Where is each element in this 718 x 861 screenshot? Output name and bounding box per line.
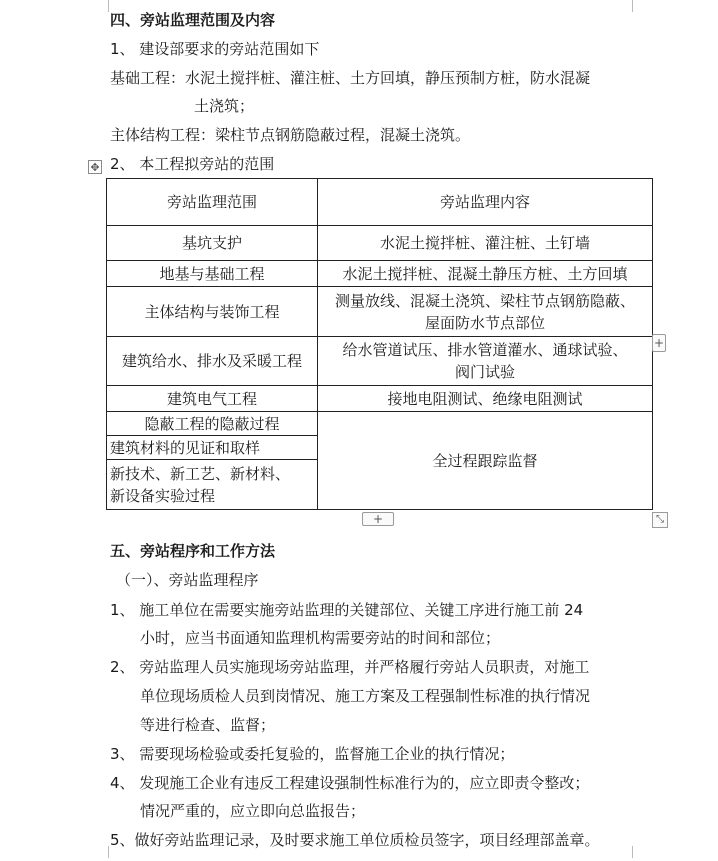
table-row xyxy=(107,287,653,337)
cell-text-line: 测量放线、混凝土浇筑、梁柱节点钢筋隐蔽、 xyxy=(334,291,635,310)
table-row xyxy=(107,386,653,412)
table-cell[interactable] xyxy=(318,287,653,337)
page-corner-mark xyxy=(96,0,109,12)
cell-text-line: 给水管道试压、排水管道灌水、通球试验、 xyxy=(342,341,628,359)
table-cell[interactable] xyxy=(318,337,653,386)
table-cell[interactable]: 主体结构与装饰工程 xyxy=(107,287,318,337)
cell-text-line: 新设备实验过程 xyxy=(110,486,216,505)
table-cell[interactable]: 水泥土搅拌桩、混凝土静压方桩、土方回填 xyxy=(318,261,653,287)
table-cell[interactable]: 隐蔽工程的隐蔽过程 xyxy=(107,412,318,436)
list-item: 小时，应当书面通知监理机构需要旁站的时间和部位； xyxy=(140,629,501,647)
list-item: 等进行检查、监督； xyxy=(140,716,276,734)
table-resize-icon[interactable]: ⤡ xyxy=(652,512,668,528)
subheading: （一）、旁站监理程序 xyxy=(116,571,259,589)
page-corner-mark xyxy=(632,0,645,12)
scope-table xyxy=(106,178,653,510)
list-item: 1、 建设部要求的旁站范围如下 xyxy=(110,40,320,58)
list-item: 2、 旁站监理人员实施现场旁站监理，并严格履行旁站人员职责，对施工 xyxy=(110,658,590,676)
table-row xyxy=(107,261,653,287)
cell-text-line: 屋面防水节点部位 xyxy=(424,313,545,332)
paragraph: 土浇筑； xyxy=(194,97,255,115)
list-item: 4、 发现施工企业有违反工程建设强制性标准行为的，应立即责令整改； xyxy=(110,774,590,792)
paragraph: 主体结构工程：梁柱节点钢筋隐蔽过程，混凝土浇筑。 xyxy=(110,126,471,144)
table-cell[interactable]: 基坑支护 xyxy=(107,226,318,261)
list-item: 5、做好旁站监理记录，及时要求施工单位质检员签字，项目经理部盖章。 xyxy=(110,831,600,849)
table-row xyxy=(107,337,653,386)
table-cell[interactable]: 水泥土搅拌桩、灌注桩、土钉墙 xyxy=(318,226,653,261)
table-cell[interactable]: 建筑电气工程 xyxy=(107,386,318,412)
table-cell[interactable]: 接地电阻测试、绝缘电阻测试 xyxy=(318,386,653,412)
cell-text-line: 阀门试验 xyxy=(454,363,515,381)
table-row xyxy=(107,412,653,436)
add-row-plus-icon[interactable]: + xyxy=(362,512,394,526)
table-header-cell[interactable]: 旁站监理内容 xyxy=(318,179,653,226)
add-column-plus-icon[interactable]: + xyxy=(653,336,665,350)
list-item: 3、 需要现场检验或委托复验的，监督施工企业的执行情况； xyxy=(110,745,515,763)
table-cell[interactable]: 建筑材料的见证和取样 xyxy=(107,436,318,460)
table-move-handle-icon[interactable]: ✥ xyxy=(88,160,102,174)
table-cell[interactable]: 建筑给水、排水及采暖工程 xyxy=(107,337,318,386)
list-item: 2、 本工程拟旁站的范围 xyxy=(110,155,275,173)
cell-text-line: 新技术、新工艺、新材料、 xyxy=(110,464,291,483)
list-item: 单位现场质检人员到岗情况、施工方案及工程强制性标准的执行情况 xyxy=(140,687,591,705)
list-item: 情况严重的，应立即向总监报告； xyxy=(140,802,366,820)
table-header-cell[interactable]: 旁站监理范围 xyxy=(107,179,318,226)
page-corner-mark xyxy=(96,846,109,858)
table-cell[interactable]: 地基与基础工程 xyxy=(107,261,318,287)
page-corner-mark xyxy=(632,846,645,858)
section5-heading: 五、旁站程序和工作方法 xyxy=(110,542,276,560)
table-row xyxy=(107,179,653,226)
list-item: 1、 施工单位在需要实施旁站监理的关键部位、关键工序进行施工前 24 xyxy=(110,601,584,619)
table-cell[interactable] xyxy=(107,460,318,510)
section4-heading: 四、旁站监理范围及内容 xyxy=(110,11,276,29)
table-row xyxy=(107,226,653,261)
table-merged-cell[interactable]: 全过程跟踪监督 xyxy=(318,412,653,510)
paragraph: 基础工程：水泥土搅拌桩、灌注桩、土方回填，静压预制方桩，防水混凝 xyxy=(110,69,591,87)
